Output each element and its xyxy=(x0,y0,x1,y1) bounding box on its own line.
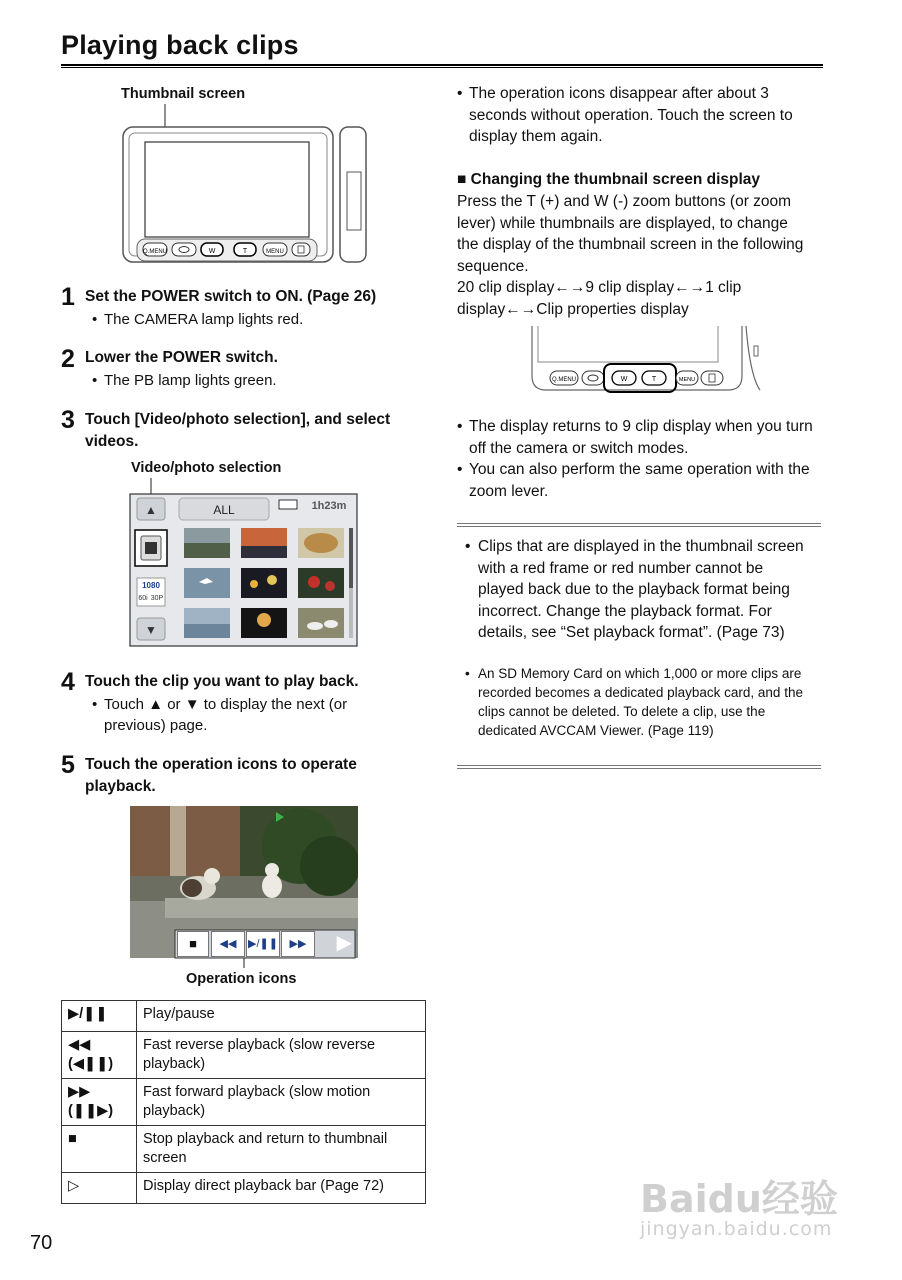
menu-button-label: MENU xyxy=(678,377,696,383)
title-rule xyxy=(61,64,823,66)
w-button-label: W xyxy=(208,248,216,255)
right-bullet: You can also perform the same operation with the zoom lever. xyxy=(469,461,810,500)
bullet-dot: • xyxy=(457,85,463,102)
table-icon-cell: ▶/❚❚ xyxy=(62,1001,137,1032)
right-bullet: The display returns to 9 clip display when you turn off the camera or switch modes. xyxy=(469,418,813,457)
operation-icons-table xyxy=(61,1000,426,1204)
para-line: lever) while thumbnails are displayed, to change xyxy=(457,214,788,232)
bullet-dot: • xyxy=(465,666,470,681)
step-number: 4 xyxy=(61,668,75,696)
qmenu-button-label: Q.MENU xyxy=(143,249,167,255)
table-desc-cell: Stop playback and return to thumbnail screen xyxy=(137,1126,426,1173)
step-number: 2 xyxy=(61,345,75,373)
table-icon-cell: ■ xyxy=(62,1126,137,1173)
step-text: Lower the POWER switch. xyxy=(85,349,278,366)
thumbnail-screen-label: Thumbnail screen xyxy=(121,86,246,102)
para-line: the display of the thumbnail screen in the following xyxy=(457,236,804,253)
step-bullet: The CAMERA lamp lights red. xyxy=(104,311,304,328)
para-line: sequence. xyxy=(457,257,529,275)
table-desc-cell: Fast reverse playback (slow reverse playback) xyxy=(137,1032,426,1079)
note-text: Clips that are displayed in the thumbnail screen with a red frame or red number cannot be played back due to the playback format being incorrect. Change the playback format. For details, see “Set playback format”. (Page 73) xyxy=(478,538,804,641)
table-icon-cell: ▷ xyxy=(62,1173,137,1204)
section-heading: ■ Changing the thumbnail screen display xyxy=(457,171,761,188)
table-row xyxy=(62,1173,426,1204)
svg-text:▼: ▼ xyxy=(145,623,157,637)
format-badge-1080: 1080 xyxy=(142,581,160,590)
format-badge-60i: 60i xyxy=(138,595,148,602)
note-text-small: An SD Memory Card on which 1,000 or more clips are recorded becomes a dedicated playback card, and the clips cannot be deleted. To delete a clip, use the dedicated AVCCAM Viewer. (Page 119) xyxy=(478,666,803,738)
format-badge-30p: 30P xyxy=(150,595,164,602)
play-pause-icon[interactable]: ▶/❚❚ xyxy=(246,931,280,957)
notes-rule-top-2 xyxy=(457,526,821,527)
t-button-label: T xyxy=(651,376,657,383)
bullet-dot: • xyxy=(465,538,471,555)
page-title: Playing back clips xyxy=(61,30,299,60)
bullet-dot: • xyxy=(457,418,463,435)
t-button-label: T xyxy=(242,248,248,255)
w-button-label: W xyxy=(620,376,628,383)
table-icon-cell: ▶▶ (❚❚▶) xyxy=(62,1079,137,1126)
camera-lcd-illustration xyxy=(115,104,375,266)
qmenu-button-label: Q.MENU xyxy=(552,377,576,383)
para-line: 20 clip display←→9 clip display←→1 clip xyxy=(457,279,742,296)
svg-text:▲: ▲ xyxy=(145,503,157,517)
right-bullet-top: The operation icons disappear after about 3 seconds without operation. Touch the screen to display them again. xyxy=(469,85,793,145)
table-desc-cell: Fast forward playback (slow motion playback) xyxy=(137,1079,426,1126)
step-bullet: The PB lamp lights green. xyxy=(104,372,277,389)
step-text: Touch the operation icons to operate playback. xyxy=(85,756,357,795)
table-row xyxy=(62,1079,426,1126)
zoom-paragraph xyxy=(457,191,827,320)
table-desc-cell: Play/pause xyxy=(137,1001,426,1032)
step-number: 5 xyxy=(61,751,75,779)
para-line: display←→Clip properties display xyxy=(457,300,689,318)
table-row xyxy=(62,1126,426,1173)
baidu-watermark-logo: Baidu经验 xyxy=(640,1177,838,1221)
operation-icons-label: Operation icons xyxy=(186,971,297,987)
table-row xyxy=(62,1032,426,1079)
video-photo-selection-label: Video/photo selection xyxy=(131,460,282,476)
remaining-time: 1h23m xyxy=(311,500,347,512)
menu-button-label: MENU xyxy=(266,249,284,255)
all-tab-label: ALL xyxy=(213,503,235,517)
bullet-dot: • xyxy=(457,461,463,478)
table-desc-cell: Display direct playback bar (Page 72) xyxy=(137,1173,426,1204)
table-icon-cell: ◀◀ (◀❚❚) xyxy=(62,1032,137,1079)
notes-rule-bottom-2 xyxy=(457,768,821,769)
notes-rule-top xyxy=(457,523,821,524)
page-number: 70 xyxy=(30,1232,53,1254)
step-text: Touch the clip you want to play back. xyxy=(85,673,359,690)
bullet-dot: • xyxy=(92,372,98,389)
baidu-watermark-url: jingyan.baidu.com xyxy=(640,1218,833,1240)
step-number: 3 xyxy=(61,406,75,434)
stop-icon[interactable]: ■ xyxy=(177,931,209,957)
bullet-dot: • xyxy=(92,311,98,328)
step-text: Touch [Video/photo selection], and select videos. xyxy=(85,411,391,450)
para-line: Press the T (+) and W (-) zoom buttons (or zoom xyxy=(457,193,792,210)
direct-playback-bar-icon[interactable]: ▶ xyxy=(336,932,352,954)
fast-reverse-icon[interactable]: ◀◀ xyxy=(211,931,245,957)
fast-forward-icon[interactable]: ▶▶ xyxy=(281,931,315,957)
title-rule-thin xyxy=(61,67,823,68)
zoom-buttons-illustration xyxy=(528,326,763,396)
step-number: 1 xyxy=(61,283,75,311)
notes-rule-bottom xyxy=(457,765,821,766)
bullet-dot: • xyxy=(92,696,98,713)
step-text: Set the POWER switch to ON. (Page 26) xyxy=(85,288,377,305)
thumbnail-grid-illustration xyxy=(129,478,359,648)
table-row xyxy=(62,1001,426,1032)
step-bullet: Touch ▲ or ▼ to display the next (or previous) page. xyxy=(104,696,348,734)
